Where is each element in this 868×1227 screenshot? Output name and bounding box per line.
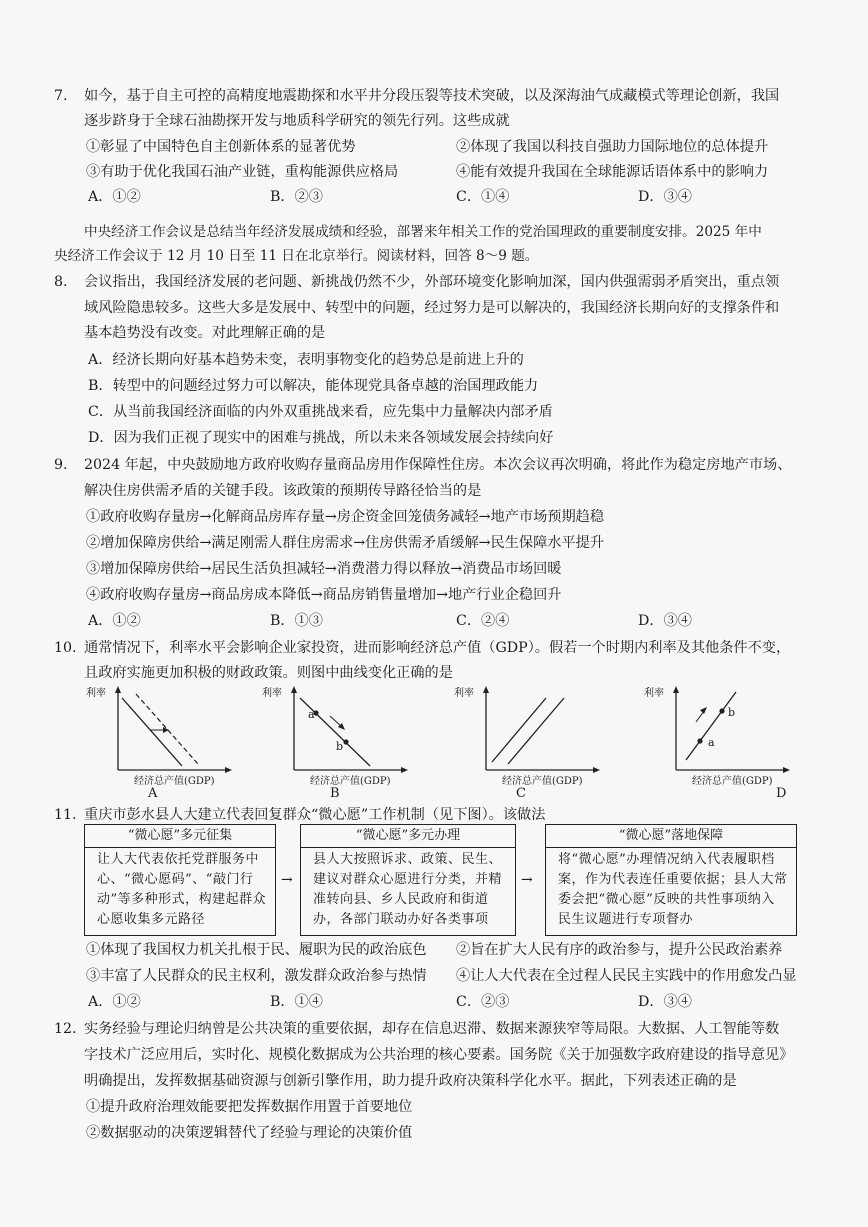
graph-b-xlabel: 经济总产值(GDP) [310,776,391,787]
graph-a-y-arrowhead [115,686,121,693]
graph-d-label-a: a [708,736,715,749]
q12-stem-line-2: 字技术广泛应用后，实时化、规模化数据成为公共治理的核心要素。国务院《关于加强数字政府建设的指导意见》 [84,1047,794,1063]
q9-option-d[interactable]: D．③④ [638,613,692,629]
q7-option-a[interactable]: A．①② [88,189,141,205]
flow-box-collection [84,824,276,936]
q7-option-d[interactable]: D．③④ [638,189,692,205]
graph-b-ylabel: 利率 [262,688,282,699]
q11-item-2: ②旨在扩大人民有序的政治参与，提升公民政治素养 [456,942,783,958]
q8-stem-line-2: 域风险隐患较多。这些大多是发展中、转型中的问题，经过努力是可以解决的，我国经济长期向好的支撑条件和 [84,300,780,316]
graph-c-xlabel: 经济总产值(GDP) [502,776,583,787]
graph-d-move-arrowhead [700,707,707,714]
q9-stem-line-1: 2024 年起，中央鼓励地方政府收购存量商品房用作保障性住房。本次会议再次明确，将此作为稳定房地产市场、 [84,457,792,473]
graph-a-x-arrowhead [225,767,232,773]
q11-option-b[interactable]: B．①④ [270,994,323,1010]
graph-d[interactable] [638,684,798,804]
q9-option-c[interactable]: C．②④ [456,613,510,629]
q9-number: 9. [54,457,68,473]
graph-d-xlabel: 经济总产值(GDP) [692,776,773,787]
q7-stem-line-1: 如今，基于自主可控的高精度地震勘探和水平井分段压裂等技术突破，以及深海油气成藏模式等理论创新，我国 [84,88,780,104]
graph-b-y-arrowhead [291,686,297,693]
graph-d-letter[interactable]: D [776,786,787,801]
q10-stem-line-1: 通常情况下，利率水平会影响企业家投资，进而影响经济总产值（GDP）。假若一个时期内利率及其他条件不变， [84,640,791,656]
q10-number: 10. [54,640,77,656]
flow-box-guarantee-body: 将“微心愿”办理情况纳入代表履职档案，作为代表连任重要依据；县人大常委会把“微心愿”反映的共性事项纳入民生议题进行专项督办 [558,852,788,927]
graph-a-shift-arrowhead [163,727,169,733]
flow-box-handling [300,824,516,936]
flow-box-collection-body: 让人大代表依托党群服务中心、“微心愿码”、“敲门行动”等多种形式，构建起群众心愿收集多元路径 [97,852,267,927]
q12-stem-line-1: 实务经验与理论归纳曾是公共决策的重要依据，却存在信息迟滞、数据来源狭窄等局限。大数据、人工智能等数 [84,1021,780,1037]
q11-option-c[interactable]: C．②③ [456,994,510,1010]
q12-item-2: ②数据驱动的决策逻辑替代了经验与理论的决策价值 [86,1125,413,1141]
graph-a-ylabel: 利率 [86,688,106,699]
graph-b[interactable] [256,684,416,804]
graph-d-label-b: b [728,706,736,719]
q8-option-c[interactable]: C．从当前我国经济面临的内外双重挑战来看，应先集中力量解决内部矛盾 [88,404,553,420]
q7-number: 7. [54,88,68,104]
q11-option-a[interactable]: A．①② [88,994,141,1010]
flow-box-handling-title: “微心愿”多元办理 [355,828,461,843]
q11-item-4: ④让人大代表在全过程人民民主实践中的作用愈发凸显 [456,968,797,984]
q7-item-2: ②体现了我国以科技自强助力国际地位的总体提升 [456,139,769,155]
graph-c-curve-2 [508,698,564,764]
q9-stem-line-2: 解决住房供需矛盾的关键手段。该政策的预期传导路径恰当的是 [84,483,482,499]
q9-item-2: ②增加保障房供给→满足刚需人群住房需求→住房供需矛盾缓解→民生保障水平提升 [86,535,605,551]
flow-box-handling-body: 县人大按照诉求、政策、民生、建议对群众心愿进行分类，并精准转向县、乡人民政府和街道办，各部门联动办好各类事项 [313,852,503,927]
graph-b-label-a: a [308,708,315,721]
graph-c-y-arrowhead [483,686,489,693]
flow-arrow-1: → [281,872,293,888]
q11-item-1: ①体现了我国权力机关扎根于民、履职为民的政治底色 [86,942,427,958]
q12-item-1: ①提升政府治理效能要把发挥数据作用置于首要地位 [86,1099,413,1115]
q7-item-4: ④能有效提升我国在全球能源话语体系中的影响力 [456,164,769,180]
q9-item-3: ③增加保障房供给→居民生活负担减轻→消费潜力得以释放→消费品市场回暖 [86,561,562,577]
graph-b-letter[interactable]: B [330,786,340,801]
graph-d-x-arrowhead [783,767,790,773]
graph-a-letter[interactable]: A [148,786,158,801]
q11-option-d[interactable]: D．③④ [638,994,692,1010]
q10-graphs [80,684,800,804]
graph-d-curve [686,692,736,760]
q9-item-1: ①政府收购存量房→化解商品房库存量→房企资金回笼债务减轻→地产市场预期趋稳 [86,509,605,525]
graph-a-curve-solid [122,698,182,766]
q11-number: 11. [54,807,77,823]
graph-d-point-a [697,738,702,743]
q9-option-b[interactable]: B．①③ [270,613,323,629]
graph-c[interactable] [448,684,608,804]
q8-option-a[interactable]: A．经济长期向好基本趋势未变，表明事物变化的趋势总是前进上升的 [88,352,524,368]
flow-box-guarantee-title: “微心愿”落地保障 [618,828,724,843]
graph-c-letter[interactable]: C [516,786,526,801]
q8-stem-line-3: 基本趋势没有改变。对此理解正确的是 [84,325,326,341]
flow-arrow-2: → [521,872,533,888]
q11-item-3: ③丰富了人民群众的民主权利，激发群众政治参与热情 [86,968,427,984]
q11-stem-line-1: 重庆市彭水县人大建立代表回复群众“微心愿”工作机制（见下图）。该做法 [84,807,546,823]
flow-box-guarantee [545,824,797,936]
q8-option-d[interactable]: D．因为我们正视了现实中的困难与挑战，所以未来各领域发展会持续向好 [88,430,554,446]
q7-option-b[interactable]: B．②③ [270,189,323,205]
graph-c-ylabel: 利率 [454,688,474,699]
graph-b-label-b: b [336,740,344,753]
q12-stem-line-3: 明确提出，发挥数据基础资源与创新引擎作用，助力提升政府决策科学化水平。据此，下列表述正确的是 [84,1073,737,1089]
graph-a[interactable] [80,684,240,804]
graph-d-y-arrowhead [673,686,679,693]
q9-item-4: ④政府收购存量房→商品房成本降低→商品房销售量增加→地产行业企稳回升 [86,587,562,603]
q7-item-1: ①彰显了中国特色自主创新体系的显著优势 [86,139,356,155]
q7-stem-line-2: 逐步跻身于全球石油勘探开发与地质科学研究的领先行列。这些成就 [84,113,510,129]
graph-b-x-arrowhead [401,767,408,773]
graph-d-ylabel: 利率 [644,688,664,699]
q9-option-a[interactable]: A．①② [88,613,141,629]
graph-d-point-b [719,708,724,713]
q10-stem-line-2: 且政府实施更加积极的财政政策。则图中曲线变化正确的是 [84,665,453,681]
graph-c-x-arrowhead [593,767,600,773]
graph-c-curve-1 [492,698,546,762]
q8-number: 8. [54,274,68,290]
graph-b-point-b [343,739,348,744]
q7-option-c[interactable]: C．①④ [456,189,510,205]
intro-8-9-line-2: 央经济工作会议于 12 月 10 日至 11 日在北京举行。阅读材料，回答 8～9 题。 [54,248,539,264]
q8-stem-line-1: 会议指出，我国经济发展的老问题、新挑战仍然不少，外部环境变化影响加深，国内供强需弱矛盾突出，重点领 [84,274,780,290]
q8-option-b[interactable]: B．转型中的问题经过努力可以解决，能体现党具备卓越的治国理政能力 [88,378,539,394]
q7-item-3: ③有助于优化我国石油产业链，重构能源供应格局 [86,164,399,180]
graph-a-xlabel: 经济总产值(GDP) [134,776,215,787]
intro-8-9-line-1: 中央经济工作会议是总结当年经济发展成绩和经验，部署来年相关工作的党治国理政的重要制度安排。2025 年中 [84,224,762,240]
q12-number: 12. [54,1021,77,1037]
flow-box-collection-title: “微心愿”多元征集 [127,828,233,843]
